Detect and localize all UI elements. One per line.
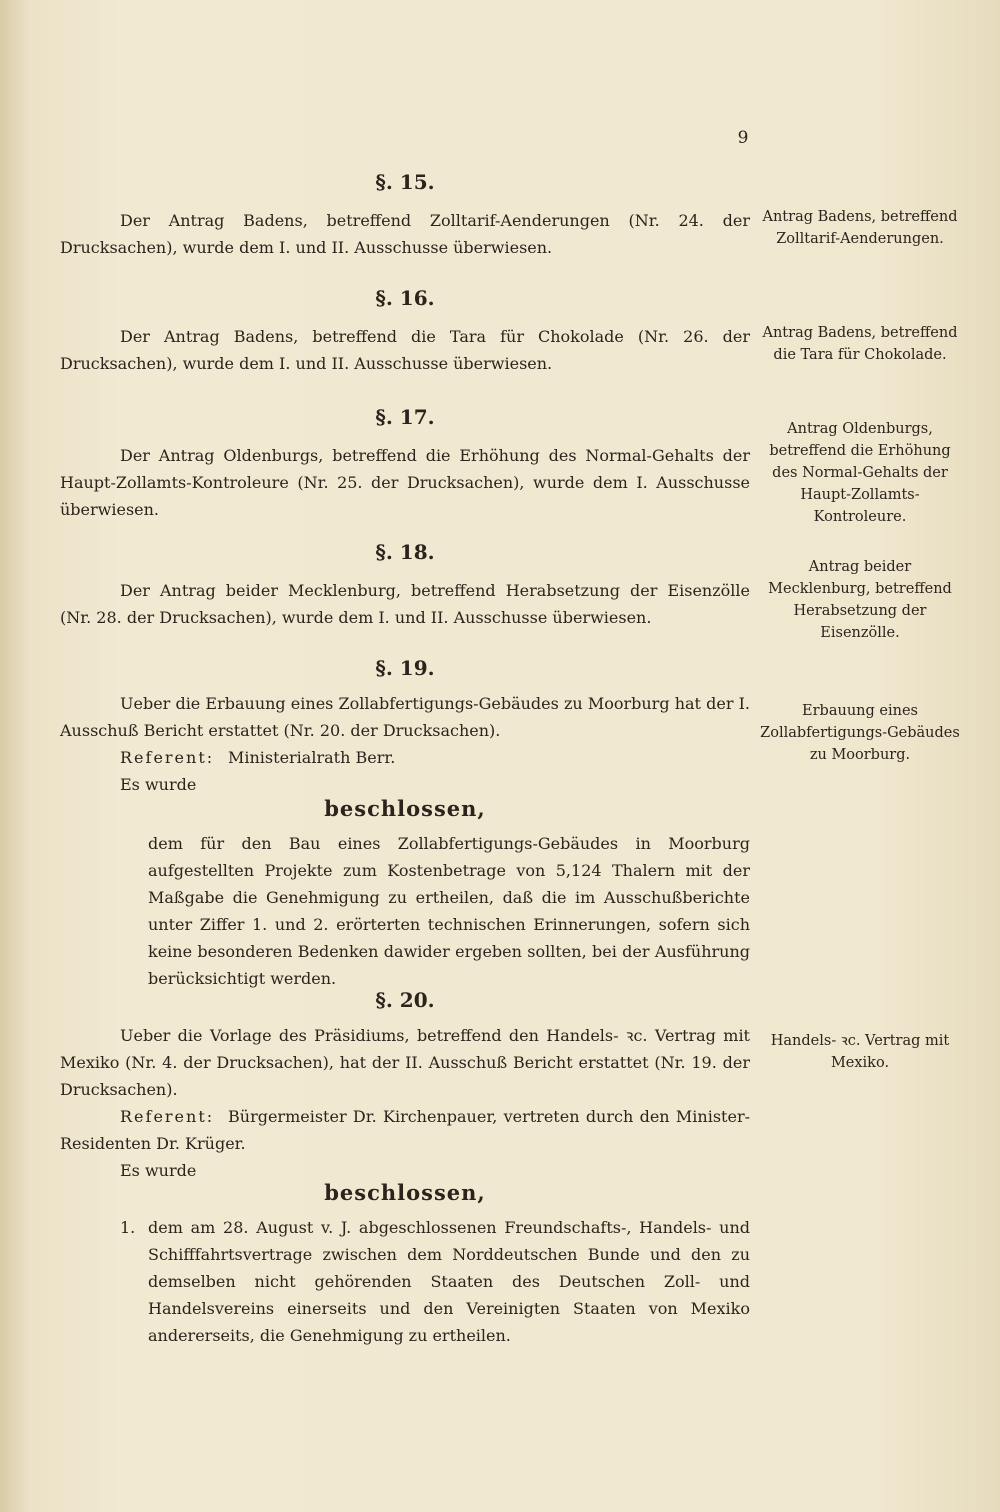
es-wurde-19: Es wurde <box>120 775 197 794</box>
decree-text-20: dem am 28. August v. J. abgeschlossenen Freundschafts-, Handels- und Schifffahrtsvertrage zwischen dem Norddeutschen Bunde und den zu demselben nicht gehörenden Staaten des Deutschen Zoll- und Handelsvereins einerseits und den Vereinigten Staaten von Mexiko andererseits, die Genehmigung zu ertheilen. <box>148 1218 750 1345</box>
referent-label-20: Referent: <box>120 1107 215 1126</box>
margin-note-16: Antrag Badens, betreffend die Tara für Chokolade. <box>762 325 958 363</box>
referent-19: Ministerialrath Berr. <box>228 748 396 767</box>
section-heading-19: §. 19. <box>375 656 435 680</box>
beschlossen-heading-20: beschlossen, <box>324 1180 486 1205</box>
section-text-17: Der Antrag Oldenburgs, betreffend die Erhöhung des Normal-Gehalts der Haupt-Zollamts-Kontroleure (Nr. 25. der Drucksachen), wurde dem I. Ausschusse überwiesen. <box>60 446 750 519</box>
referent-20: Bürgermeister Dr. Kirchenpauer, vertreten durch den Minister-Residenten Dr. Krüger. <box>60 1107 750 1153</box>
margin-note-19: Erbauung eines Zollabfertigungs-Gebäudes zu Moorburg. <box>760 703 960 763</box>
margin-note-15: Antrag Badens, betreffend Zolltarif-Aenderungen. <box>762 209 958 247</box>
beschlossen-heading-19: beschlossen, <box>324 796 486 821</box>
margin-note-18: Antrag beider Mecklenburg, betreffend Herabsetzung der Eisenzölle. <box>768 559 952 641</box>
section-text-16: Der Antrag Badens, betreffend die Tara für Chokolade (Nr. 26. der Drucksachen), wurde dem I. und II. Ausschusse überwiesen. <box>60 327 750 373</box>
referent-label-19: Referent: <box>120 748 215 767</box>
margin-note-20: Handels- ꝛc. Vertrag mit Mexiko. <box>770 1033 950 1071</box>
section-heading-15: §. 15. <box>375 170 435 194</box>
section-text-20: Ueber die Vorlage des Präsidiums, betreffend den Handels- ꝛc. Vertrag mit Mexiko (Nr. 4. der Drucksachen), hat der II. Ausschuß Bericht erstattet (Nr. 19. der Drucksachen). <box>60 1026 750 1099</box>
section-heading-17: §. 17. <box>375 405 435 429</box>
decree-text-19: dem für den Bau eines Zollabfertigungs-Gebäudes in Moorburg aufgestellten Projekte zum Kostenbetrage von 5,124 Thalern mit der Maßgabe die Genehmigung zu ertheilen, daß die im Ausschußberichte unter Ziffer 1. und 2. erörterten technischen Erinnerungen, sofern sich keine besonderen Bedenken dawider ergeben sollten, bei der Ausführung berücksichtigt werden. <box>148 834 750 988</box>
section-text-19: Ueber die Erbauung eines Zollabfertigungs-Gebäudes zu Moorburg hat der I. Ausschuß Bericht erstattet (Nr. 20. der Drucksachen). <box>60 694 750 740</box>
section-heading-20: §. 20. <box>375 988 435 1012</box>
section-text-18: Der Antrag beider Mecklenburg, betreffend Herabsetzung der Eisenzölle (Nr. 28. der Drucksachen), wurde dem I. und II. Ausschusse überwiesen. <box>60 581 750 627</box>
section-text-15: Der Antrag Badens, betreffend Zolltarif-Aenderungen (Nr. 24. der Drucksachen), wurde dem I. und II. Ausschusse überwiesen. <box>60 211 750 257</box>
margin-note-17: Antrag Oldenburgs, betreffend die Erhöhung des Normal-Gehalts der Haupt-Zollamts-Kontroleure. <box>769 421 951 525</box>
section-heading-18: §. 18. <box>375 540 435 564</box>
section-heading-16: §. 16. <box>375 286 435 310</box>
es-wurde-20: Es wurde <box>120 1161 197 1180</box>
page-number: 9 <box>737 128 749 148</box>
item-number-20: 1. <box>120 1218 136 1237</box>
